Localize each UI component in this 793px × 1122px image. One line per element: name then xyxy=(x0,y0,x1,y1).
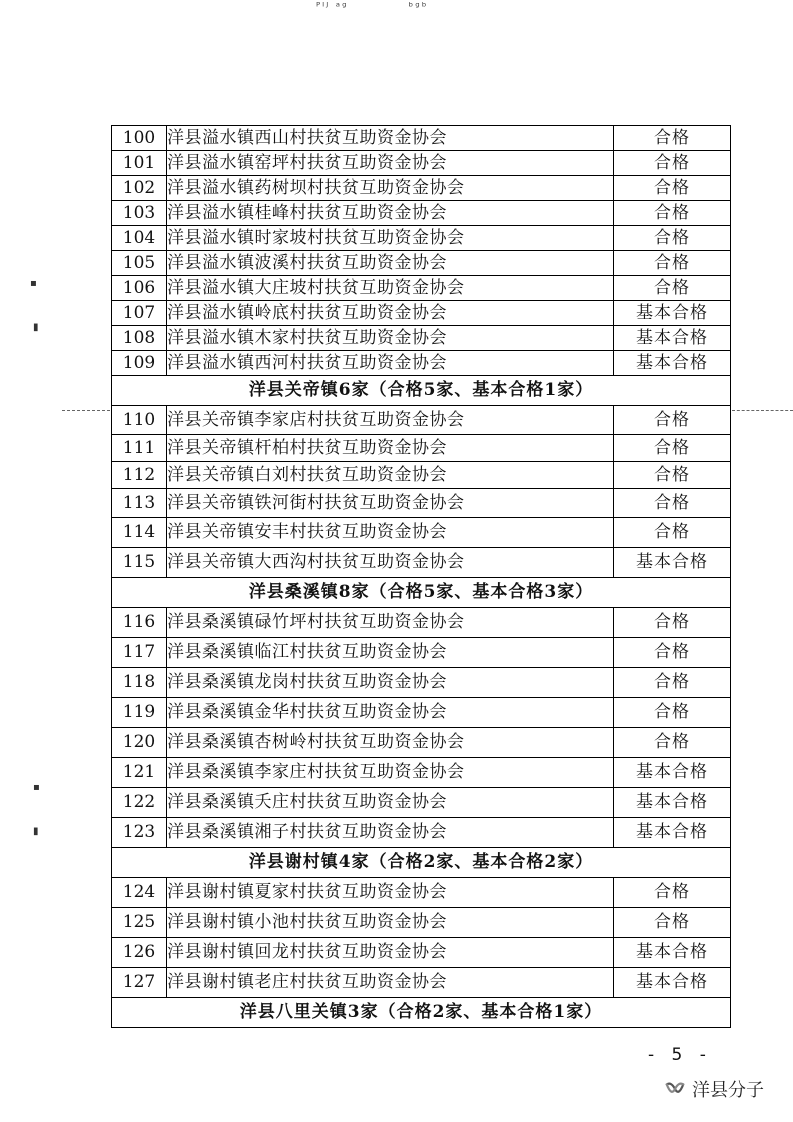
association-name: 洋县溢水镇波溪村扶贫互助资金协会 xyxy=(167,251,614,276)
association-name: 洋县溢水镇大庄坡村扶贫互助资金协会 xyxy=(167,276,614,301)
table-row xyxy=(112,489,731,518)
table-row xyxy=(112,276,731,301)
row-number: 104 xyxy=(112,226,167,251)
table-row xyxy=(112,326,731,351)
table-row xyxy=(112,548,731,578)
association-name: 洋县溢水镇桂峰村扶贫互助资金协会 xyxy=(167,201,614,226)
row-number: 123 xyxy=(112,818,167,848)
table-row xyxy=(112,818,731,848)
row-number: 121 xyxy=(112,758,167,788)
scan-mark-right: ᵇᵍᵇ xyxy=(408,0,429,13)
table-row xyxy=(112,351,731,376)
section-header-row xyxy=(112,376,731,406)
evaluation-result: 合格 xyxy=(614,608,731,638)
association-name: 洋县桑溪镇杏树岭村扶贫互助资金协会 xyxy=(167,728,614,758)
row-number: 127 xyxy=(112,968,167,998)
association-name: 洋县溢水镇窑坪村扶贫互助资金协会 xyxy=(167,151,614,176)
row-number: 111 xyxy=(112,435,167,462)
row-number: 108 xyxy=(112,326,167,351)
evaluation-result: 合格 xyxy=(614,126,731,151)
association-name: 洋县关帝镇李家店村扶贫互助资金协会 xyxy=(167,406,614,435)
row-number: 112 xyxy=(112,462,167,489)
evaluation-result: 合格 xyxy=(614,226,731,251)
section-header: 洋县谢村镇4家（合格2家、基本合格2家） xyxy=(112,848,731,878)
association-name: 洋县谢村镇夏家村扶贫互助资金协会 xyxy=(167,878,614,908)
association-name: 洋县谢村镇小池村扶贫互助资金协会 xyxy=(167,908,614,938)
evaluation-result: 基本合格 xyxy=(614,968,731,998)
evaluation-result: 合格 xyxy=(614,638,731,668)
association-name: 洋县桑溪镇临江村扶贫互助资金协会 xyxy=(167,638,614,668)
table-row xyxy=(112,126,731,151)
scan-line xyxy=(62,410,110,411)
evaluation-result: 合格 xyxy=(614,698,731,728)
table-row xyxy=(112,938,731,968)
association-name: 洋县溢水镇西山村扶贫互助资金协会 xyxy=(167,126,614,151)
watermark-text: 洋县分子 xyxy=(692,1080,764,1101)
association-name: 洋县关帝镇安丰村扶贫互助资金协会 xyxy=(167,518,614,548)
table-row xyxy=(112,728,731,758)
evaluation-result: 基本合格 xyxy=(614,758,731,788)
row-number: 105 xyxy=(112,251,167,276)
evaluation-result: 合格 xyxy=(614,276,731,301)
margin-mark: ▪ xyxy=(33,782,40,793)
table-row xyxy=(112,968,731,998)
section-header: 洋县八里关镇3家（合格2家、基本合格1家） xyxy=(112,998,731,1028)
table-row xyxy=(112,176,731,201)
evaluation-result: 基本合格 xyxy=(614,818,731,848)
association-name: 洋县溢水镇时家坡村扶贫互助资金协会 xyxy=(167,226,614,251)
table-row xyxy=(112,435,731,462)
table-row xyxy=(112,462,731,489)
association-name: 洋县关帝镇铁河街村扶贫互助资金协会 xyxy=(167,489,614,518)
table-row xyxy=(112,638,731,668)
table-row xyxy=(112,608,731,638)
evaluation-result: 合格 xyxy=(614,406,731,435)
row-number: 109 xyxy=(112,351,167,376)
association-name: 洋县溢水镇药树坝村扶贫互助资金协会 xyxy=(167,176,614,201)
row-number: 107 xyxy=(112,301,167,326)
evaluation-result: 基本合格 xyxy=(614,938,731,968)
section-header: 洋县关帝镇6家（合格5家、基本合格1家） xyxy=(112,376,731,406)
evaluation-result: 合格 xyxy=(614,908,731,938)
table-row xyxy=(112,251,731,276)
section-header-row xyxy=(112,998,731,1028)
section-header-row xyxy=(112,848,731,878)
margin-mark: ▮ xyxy=(33,322,39,333)
table-row xyxy=(112,698,731,728)
table-row xyxy=(112,758,731,788)
row-number: 110 xyxy=(112,406,167,435)
evaluation-result: 基本合格 xyxy=(614,788,731,818)
table-row xyxy=(112,788,731,818)
table-row xyxy=(112,201,731,226)
evaluation-result: 合格 xyxy=(614,489,731,518)
evaluation-result: 基本合格 xyxy=(614,301,731,326)
evaluation-result: 合格 xyxy=(614,151,731,176)
table-row xyxy=(112,406,731,435)
evaluation-result: 合格 xyxy=(614,435,731,462)
scan-line xyxy=(732,410,793,411)
association-name: 洋县关帝镇大西沟村扶贫互助资金协会 xyxy=(167,548,614,578)
evaluation-result: 基本合格 xyxy=(614,548,731,578)
row-number: 117 xyxy=(112,638,167,668)
row-number: 101 xyxy=(112,151,167,176)
row-number: 102 xyxy=(112,176,167,201)
section-header: 洋县桑溪镇8家（合格5家、基本合格3家） xyxy=(112,578,731,608)
row-number: 122 xyxy=(112,788,167,818)
evaluation-result: 基本合格 xyxy=(614,326,731,351)
association-name: 洋县溢水镇西河村扶贫互助资金协会 xyxy=(167,351,614,376)
association-name: 洋县桑溪镇龙岗村扶贫互助资金协会 xyxy=(167,668,614,698)
row-number: 118 xyxy=(112,668,167,698)
evaluation-result: 合格 xyxy=(614,518,731,548)
table-row xyxy=(112,518,731,548)
row-number: 103 xyxy=(112,201,167,226)
margin-mark: ▪ xyxy=(30,278,37,289)
evaluation-result: 合格 xyxy=(614,878,731,908)
association-name: 洋县谢村镇回龙村扶贫互助资金协会 xyxy=(167,938,614,968)
wechat-channel-icon xyxy=(664,1078,686,1100)
association-name: 洋县溢水镇木家村扶贫互助资金协会 xyxy=(167,326,614,351)
association-name: 洋县谢村镇老庄村扶贫互助资金协会 xyxy=(167,968,614,998)
evaluation-result: 合格 xyxy=(614,201,731,226)
association-name: 洋县桑溪镇碌竹坪村扶贫互助资金协会 xyxy=(167,608,614,638)
table-row xyxy=(112,151,731,176)
association-name: 洋县关帝镇杆柏村扶贫互助资金协会 xyxy=(167,435,614,462)
row-number: 100 xyxy=(112,126,167,151)
association-table xyxy=(111,125,731,1028)
evaluation-result: 合格 xyxy=(614,668,731,698)
row-number: 119 xyxy=(112,698,167,728)
page-number: - 5 - xyxy=(648,1045,712,1065)
row-number: 124 xyxy=(112,878,167,908)
table-row xyxy=(112,301,731,326)
table-row xyxy=(112,878,731,908)
table-row xyxy=(112,668,731,698)
row-number: 115 xyxy=(112,548,167,578)
association-name: 洋县桑溪镇李家庄村扶贫互助资金协会 xyxy=(167,758,614,788)
watermark xyxy=(664,1078,764,1100)
scan-mark-left: ᴾᴵᴶ ᵃᵍ xyxy=(316,0,349,13)
table-row xyxy=(112,226,731,251)
row-number: 126 xyxy=(112,938,167,968)
evaluation-result: 基本合格 xyxy=(614,351,731,376)
row-number: 106 xyxy=(112,276,167,301)
association-name: 洋县关帝镇白刘村扶贫互助资金协会 xyxy=(167,462,614,489)
association-name: 洋县桑溪镇夭庄村扶贫互助资金协会 xyxy=(167,788,614,818)
row-number: 113 xyxy=(112,489,167,518)
row-number: 125 xyxy=(112,908,167,938)
evaluation-result: 合格 xyxy=(614,728,731,758)
row-number: 116 xyxy=(112,608,167,638)
section-header-row xyxy=(112,578,731,608)
table-row xyxy=(112,908,731,938)
evaluation-result: 合格 xyxy=(614,176,731,201)
margin-mark: ▮ xyxy=(33,826,39,837)
association-name: 洋县溢水镇岭底村扶贫互助资金协会 xyxy=(167,301,614,326)
evaluation-result: 合格 xyxy=(614,251,731,276)
scan-artifact-top xyxy=(316,0,428,13)
row-number: 114 xyxy=(112,518,167,548)
association-name: 洋县桑溪镇湘子村扶贫互助资金协会 xyxy=(167,818,614,848)
association-name: 洋县桑溪镇金华村扶贫互助资金协会 xyxy=(167,698,614,728)
row-number: 120 xyxy=(112,728,167,758)
evaluation-result: 合格 xyxy=(614,462,731,489)
